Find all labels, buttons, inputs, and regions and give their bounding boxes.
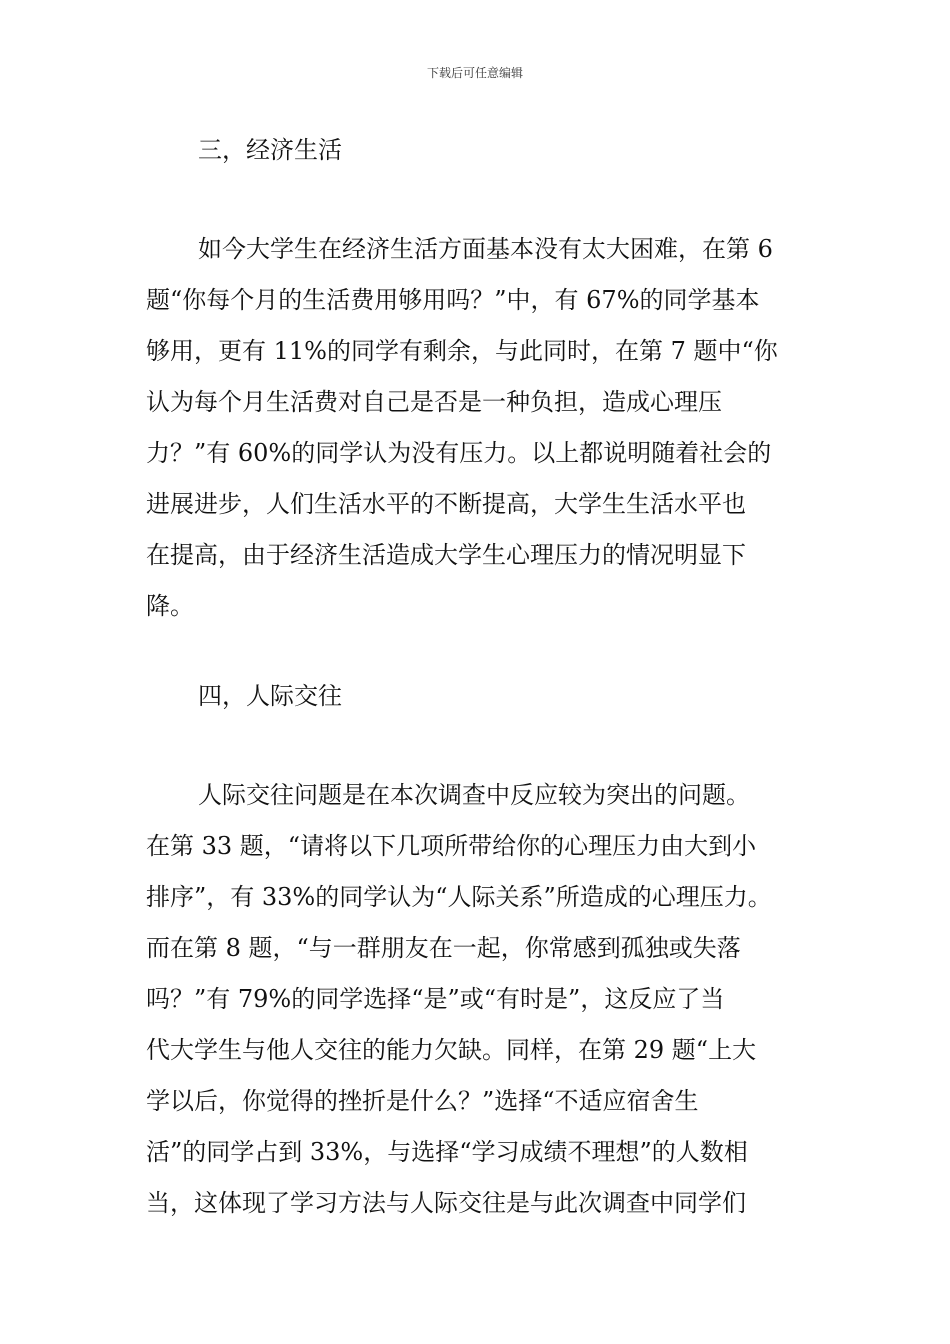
paragraph-line: 够用，更有 11%的同学有剩余，与此同时，在第 7 题中“你 bbox=[146, 337, 778, 365]
section-heading-interpersonal: 四，人际交往 bbox=[198, 682, 342, 710]
paragraph-line: 进展进步，人们生活水平的不断提高，大学生生活水平也 bbox=[146, 490, 746, 518]
page-header: 下载后可任意编辑 bbox=[426, 66, 523, 80]
paragraph-line: 力？”有 60%的同学认为没有压力。以上都说明随着社会的 bbox=[146, 439, 772, 467]
paragraph-line: 排序”，有 33%的同学认为“人际关系”所造成的心理压力。 bbox=[146, 883, 772, 911]
paragraph-line: 降。 bbox=[146, 592, 194, 620]
paragraph-line: 人际交往问题是在本次调查中反应较为突出的问题。 bbox=[198, 781, 750, 809]
paragraph-line: 吗？”有 79%的同学选择“是”或“有时是”，这反应了当 bbox=[146, 985, 725, 1013]
paragraph-interpersonal bbox=[146, 770, 826, 1229]
paragraph-line: 学以后，你觉得的挫折是什么？”选择“不适应宿舍生 bbox=[146, 1087, 699, 1115]
paragraph-line: 如今大学生在经济生活方面基本没有太大困难，在第 6 bbox=[198, 235, 773, 263]
paragraph-economic-life bbox=[146, 224, 826, 632]
paragraph-line: 在第 33 题，“请将以下几项所带给你的心理压力由大到小 bbox=[146, 832, 757, 860]
paragraph-line: 当，这体现了学习方法与人际交往是与此次调查中同学们 bbox=[146, 1189, 746, 1217]
paragraph-line: 而在第 8 题，“与一群朋友在一起，你常感到孤独或失落 bbox=[146, 934, 741, 962]
paragraph-line: 代大学生与他人交往的能力欠缺。同样，在第 29 题“上大 bbox=[146, 1036, 757, 1064]
paragraph-line: 活”的同学占到 33%，与选择“学习成绩不理想”的人数相 bbox=[146, 1138, 748, 1166]
section-heading-economic-life: 三，经济生活 bbox=[198, 136, 342, 164]
paragraph-line: 在提高，由于经济生活造成大学生心理压力的情况明显下 bbox=[146, 541, 746, 569]
paragraph-line: 题“你每个月的生活费用够用吗？”中，有 67%的同学基本 bbox=[146, 286, 760, 314]
paragraph-line: 认为每个月生活费对自己是否是一种负担，造成心理压 bbox=[146, 388, 722, 416]
